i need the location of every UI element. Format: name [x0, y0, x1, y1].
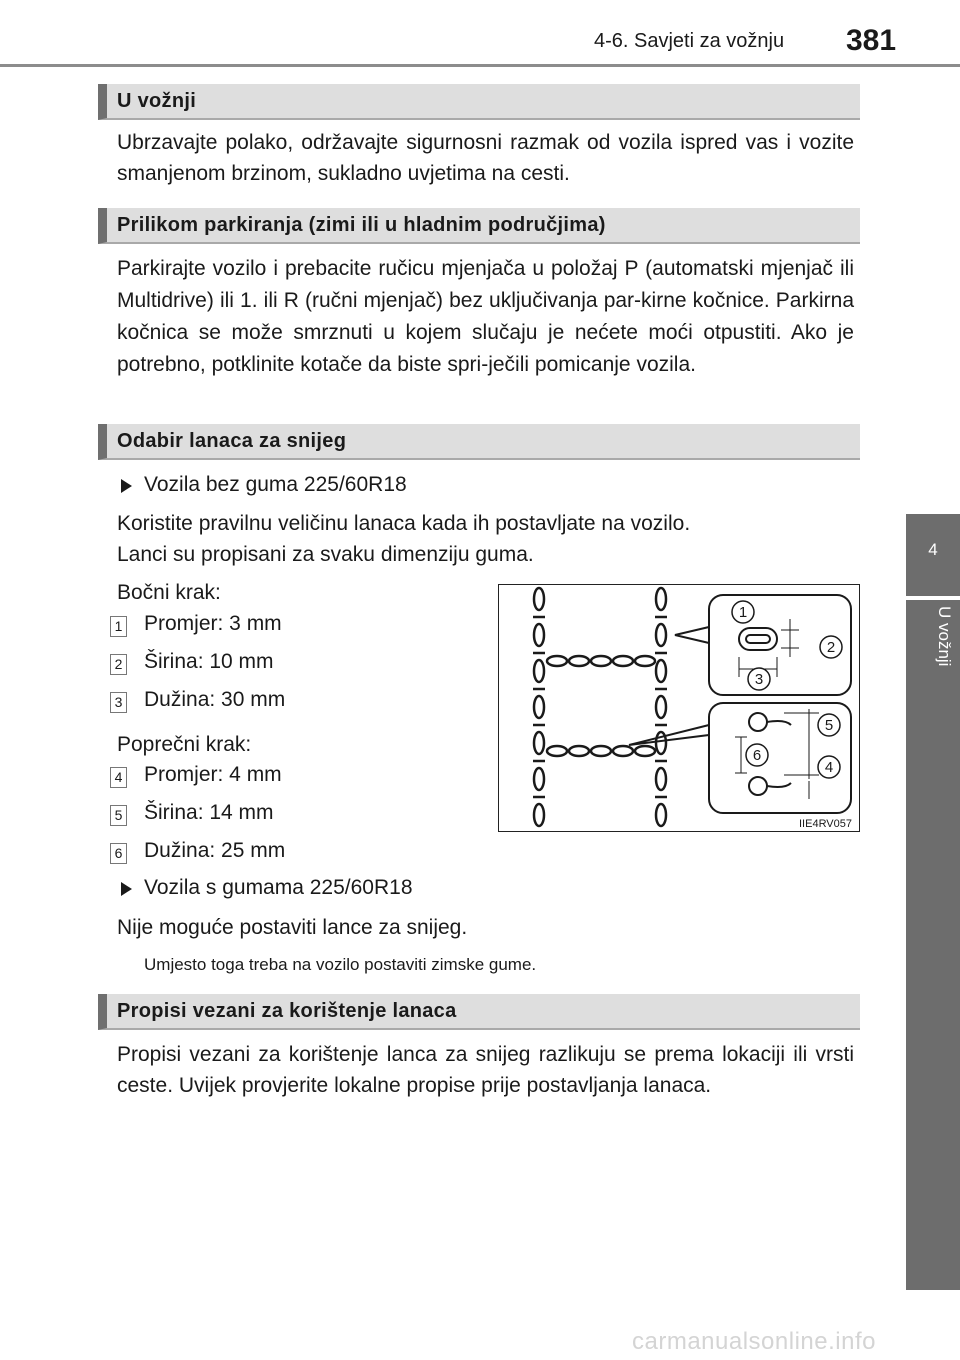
header-divider	[0, 64, 960, 67]
callout-number-5: 5	[110, 805, 127, 826]
bullet-vehicles-with: Vozila s gumama 225/60R18	[144, 876, 413, 899]
callout-number-2: 2	[110, 654, 127, 675]
side-item-length: Dužina: 30 mm	[144, 688, 286, 711]
bullet-triangle-icon	[121, 882, 132, 896]
bullet-vehicles-without: Vozila bez guma 225/60R18	[144, 473, 407, 496]
header-section-title: 4-6. Savjeti za vožnju	[594, 30, 785, 52]
figure-callout-2: 2	[826, 639, 836, 656]
cross-item-width: Širina: 14 mm	[144, 801, 274, 824]
watermark: carmanualsonline.info	[632, 1328, 876, 1355]
chapter-number: 4	[928, 540, 938, 559]
callout-number-3: 3	[110, 692, 127, 713]
chapter-title-bar	[906, 600, 960, 1290]
chapter-title: U vožnji	[935, 606, 954, 667]
snow-chain-illustration	[499, 585, 859, 831]
side-item-diameter: Promjer: 3 mm	[144, 612, 282, 635]
callout-number-6: 6	[110, 843, 127, 864]
callout-number-1: 1	[110, 616, 127, 637]
section-heading-regulations: Propisi vezani za korištenje lanaca	[98, 994, 860, 1030]
section-heading-driving: U vožnji	[98, 84, 860, 120]
bullet-triangle-icon	[121, 479, 132, 493]
driving-paragraph: Ubrzavajte polako, održavajte sigurnosni razmak od vozila ispred vas i vozite smanjenom brzinom, sukladno uvjetima na cesti.	[117, 131, 854, 185]
figure-callout-4: 4	[824, 759, 834, 776]
figure-code: IIE4RV057	[799, 818, 853, 830]
parking-paragraph: Parkirajte vozilo i prebacite ručicu mjenjača u položaj P (automatski mjenjač ili Multidrive) ili 1. ili R (ručni mjenjač) bez uključivanja par-kirne kočnice. Parkirna kočnica se može smrznuti u kojem slučaju je nećete moći otpustiti. Ako je potrebno, potklinite kotače da biste spri-ječili pomicanje vozila.	[117, 257, 854, 376]
regulations-paragraph: Propisi vezani za korištenje lanca za snijeg razlikuju se prema lokaciji ili vrsti ceste. Uvijek provjerite lokalne propise prije postavljanja lanaca.	[117, 1043, 854, 1097]
figure-callout-1: 1	[738, 604, 748, 621]
chains-text-2: Lanci su propisani za svaku dimenziju guma.	[117, 543, 534, 566]
chains-text-1: Koristite pravilnu veličinu lanaca kada ih postavljate na vozilo.	[117, 512, 691, 535]
side-link-label: Bočni krak:	[117, 581, 221, 604]
winter-tire-note: Umjesto toga treba na vozilo postaviti zimske gume.	[144, 955, 537, 974]
side-item-width: Širina: 10 mm	[144, 650, 274, 673]
cross-item-length: Dužina: 25 mm	[144, 839, 286, 862]
section-heading-chains: Odabir lanaca za snijeg	[98, 424, 860, 460]
section-heading-parking: Prilikom parkiranja (zimi ili u hladnim područjima)	[98, 208, 860, 244]
figure-callout-5: 5	[824, 717, 834, 734]
cross-item-diameter: Promjer: 4 mm	[144, 763, 282, 786]
callout-number-4: 4	[110, 767, 127, 788]
page-number: 381	[846, 24, 897, 57]
figure-callout-3: 3	[754, 671, 764, 688]
cross-link-label: Poprečni krak:	[117, 733, 252, 756]
chains-text-3: Nije moguće postaviti lance za snijeg.	[117, 916, 468, 939]
snow-chain-figure	[498, 584, 860, 832]
figure-callout-6: 6	[752, 747, 762, 764]
